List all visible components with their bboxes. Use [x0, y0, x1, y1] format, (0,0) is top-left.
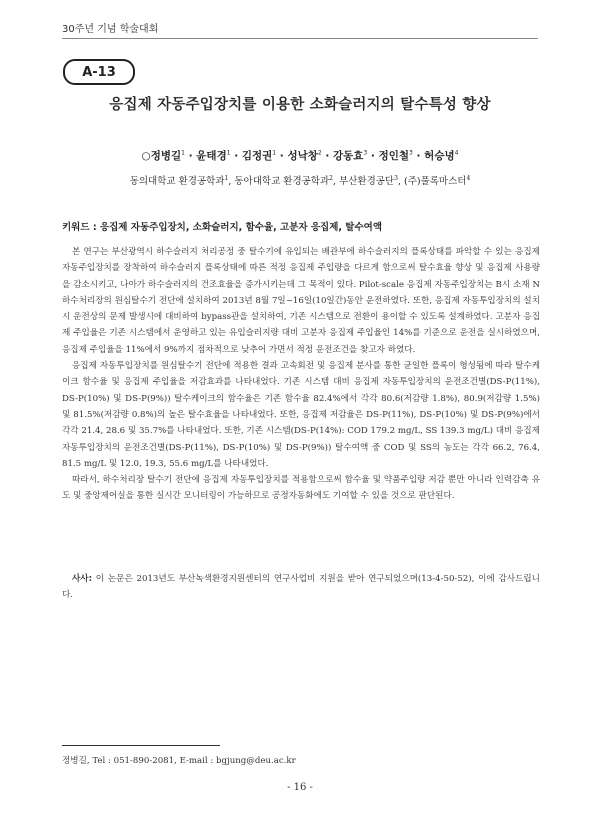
affiliation-name: 동아대학교 환경공학과 — [234, 176, 330, 187]
affiliation-superscript: 4 — [466, 174, 471, 182]
author-name: 강동효 — [333, 150, 364, 162]
author-superscript: 4 — [454, 149, 459, 157]
footnote-divider — [62, 745, 220, 746]
abstract-paragraph: 본 연구는 부산광역시 하수슬러지 처리공정 중 탈수기에 유입되는 배관부에 하수슬러지의 플록상태를 파악할 수 있는 응집제 자동주입장치를 장착하여 하수슬러지 플록상태에 따른 적정 응집제 주입량을 다르게 함으로써 탈수효율 향상 및 응집제 사용량을 감소시키고, 나아가 하수슬러지의 건조효율을 증가시키는데 그 목적이 있다. Pilot-scale 응집제 자동주입장치는 B시 소재 N하수처리장의 원심탈수기 전단에 설치하여 2013년 8월 7일~16일(10일간)동안 운전하였다. 또한, 응집제 자동투입장치의 설치시 운전상의 문제 발생시에 대비하여 bypass관을 설치하여, 기존 시스템으로 전환이 용이할 수 있도록 설계하였다. 고분자 응집제 주입율은 기존 시스템에서 운영하고 있는 유입슬러지량 대비 고분자 응집제 주입율인 14%를 기준으로 운전을 실시하였으며, 응집제 주입율을 11%에서 9%까지 점차적으로 낮추어 가면서 적정 운전조건을 찾고자 하였다. — [62, 247, 540, 355]
conference-header: 30주년 기념 학술대회 — [62, 24, 159, 35]
author-list: ○정병길$^1$ · 윤태경$^1$ · 김정권$^1$ · 성낙창$^2$ · 강동효$^3$ · 정인철$^3$ · 허승녕$^4$ — [141, 149, 459, 162]
author-superscript: 1 — [272, 149, 277, 157]
ack-text: 이 논문은 2013년도 부산녹색환경지원센터의 연구사업비 지원을 받아 연구되었으며(13-4-50-52), 이에 감사드립니다. — [62, 574, 540, 601]
author-name: 윤태경 — [196, 150, 227, 162]
author-superscript: 1 — [181, 149, 185, 157]
author-name: 성낙창 — [287, 150, 318, 162]
abstract-paragraph: 따라서, 하수처리장 탈수기 전단에 응집제 자동투입장치를 적용함으로써 함수율 및 약품주입량 저감 뿐만 아니라 인력감축 유도 및 중앙제어실을 통한 실시간 모니터링이 가능하므로 공정자동화에도 기여할 수 있을 것으로 판단된다. — [62, 475, 540, 502]
author-name: 허승녕 — [424, 150, 455, 162]
author-name: 김정권 — [241, 150, 273, 162]
paper-title: 응집제 자동주입장치를 이용한 소화슬러지의 탈수특성 향상 — [109, 97, 491, 113]
keywords: 키워드 : 응집제 자동주입장치, 소화슬러지, 함수율, 고분자 응집제, 탈수여액 — [62, 222, 383, 233]
affiliation-superscript: 3 — [394, 174, 398, 182]
header-divider — [62, 38, 538, 39]
author-name: ○정병길 — [141, 150, 182, 162]
abstract-paragraph: 응집제 자동투입장치를 원심탈수기 전단에 적용한 결과 고속회전 및 응집제 분사를 통한 균일한 플록이 형성됨에 따라 탈수케이크 함수율 및 응집제 주입율을 저감효과를 나타내었다. 기존 시스템 대비 응집제 자동투입장치의 운전조건별(DS-P(11%), DS-P(10%) 및 DS-P(9%)) 탈수케이크의 함수율은 기존 함수율 82.4%에서 각각 80.6(저감량 1.8%), 80.9(저감량 1.5%) 및 81.5%(저감량 0.8%)의 높은 탈수효율을 나타내었다. 또한, 응집제 저감율은 DS-P(11%), DS-P(10%) 및 DS-P(9%)에서 각각 21.4, 28.6 및 35.7%를 나타내었다. 또한, 기존 시스템(DS-P(14%): COD 179.2 mg/L, SS 139.3 mg/L) 대비 응집제 자동투입장치의 운전조건별(DS-P(11%), DS-P(10%) 및 DS-P(9%)) 탈수여액 중 COD 및 SS의 농도는 각각 66.2, 76.4, 81.5 mg/L 및 12.0, 19.3, 55.6 mg/L를 나타내었다. — [62, 361, 540, 469]
affiliation-name: (주)풀록마스터 — [403, 176, 467, 187]
page-number: - 16 - — [287, 782, 313, 793]
author-superscript: 1 — [226, 149, 231, 157]
acknowledgement — [62, 571, 540, 604]
affiliation-superscript: 2 — [329, 174, 333, 182]
paper-code-badge: A-13 — [63, 59, 135, 85]
affiliation-name: 부산환경공단 — [339, 176, 395, 187]
footnote: 정병길, Tel : 051-890-2081, E-mail : bgjung@deu.ac.kr — [62, 756, 296, 766]
ack-label: 사사: — [72, 574, 93, 584]
author-superscript: 2 — [317, 149, 322, 157]
affiliation-name: 동의대학교 환경공학과 — [129, 176, 225, 187]
author-name: 정인철 — [378, 150, 410, 162]
affiliation-superscript: 1 — [224, 174, 229, 182]
affiliation-list: 동의대학교 환경공학과$^1$, 동아대학교 환경공학과$^2$, 부산환경공단$^3$, (주)풀록마스터$^4$ — [129, 174, 471, 187]
abstract-body — [62, 244, 540, 505]
author-superscript: 3 — [409, 149, 413, 157]
author-superscript: 3 — [363, 149, 368, 157]
